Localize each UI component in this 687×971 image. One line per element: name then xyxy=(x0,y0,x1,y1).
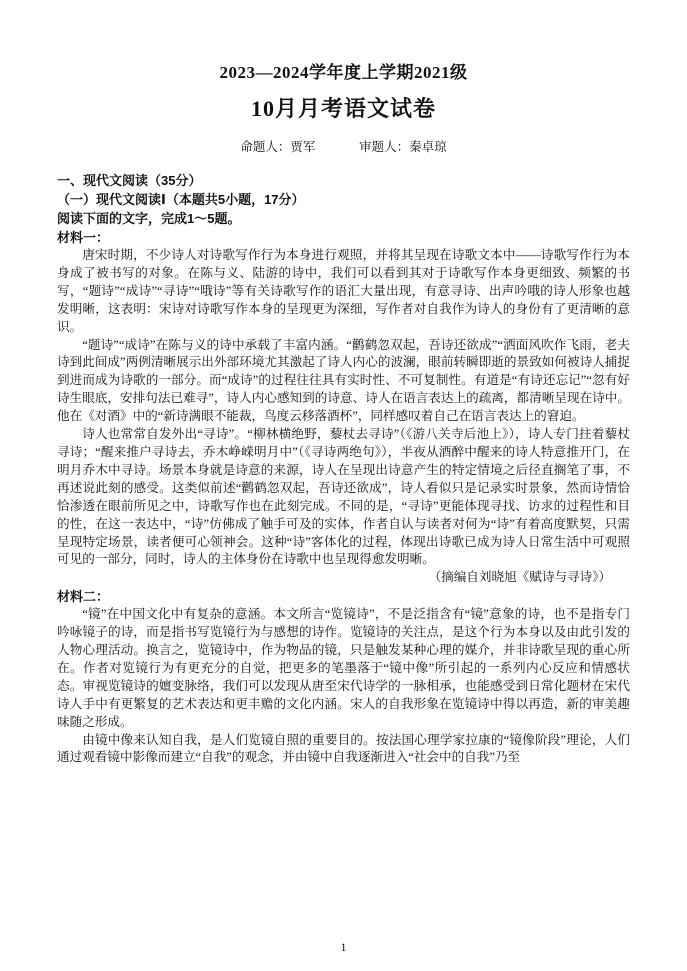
material1-label: 材料一： xyxy=(57,230,110,245)
exam-title-subject: 10月月考语文试卷 xyxy=(250,96,436,121)
material2-paragraph-1: “镜”在中国文化中有复杂的意涵。本文所言“览镜诗”，不是泛指含有“镜”意象的诗，也不是指专门吟咏镜子的诗，而是指书写览镜行为与感想的诗作。览镜诗的关注点，是这个行为本身以及由此引发的人物心理活动。换言之，览镜诗中，作为物品的镜，只是触发某种心理的媒介，并非诗歌呈现的重心所在。作者对览镜行为有更充分的自觉，把更多的笔墨落于“镜中像”所引起的一系列内心反应和情感状态。审视览镜诗的嬗变脉络，我们可以发现从唐至宋代诗学的一脉相承，也能感受到日常化题材在宋代诗人手中有更繁复的艺术表达和更丰赡的文化内涵。宋人的自我形象在览镜诗中得以再造，新的审美趣味随之形成。 xyxy=(57,607,630,729)
material1-paragraph-3: 诗人也常常自发外出“寻诗”。“柳林横绝野，藜杖去寻诗”（《游八关寺后池上》），诗人专门拄着藜杖寻诗；“醒来推户寻诗去，乔木峥嵘明月中”（《寻诗两绝句》），半夜从酒醉中醒来的诗人特意推开门，在明月乔木中寻诗。场景本身就是诗意的来源，诗人在呈现出诗意产生的特定情境之后径直搁笔了事，不再述说此刻的感受。这类似前述“鹳鹤忽双起，吾诗还欲成”，诗人看似只是记录实时景象，然而诗情恰恰渗透在眼前所见之中，诗歌写作也在此刻完成。不同的是，“寻诗”更能体现寻找、访求的过程性和目的性，在这一表达中，“诗”仿佛成了触手可及的实体，作者自认与读者对何为“诗”有着高度默契，只需呈现特定场景，读者便可心领神会。这种“诗”客体化的过程，体现出诗歌已成为诗人日常生活中可观照可见的一部分，同时，诗人的主体身份在诗歌中也呈现得愈发明晰。 xyxy=(57,427,630,567)
material1-paragraph-2: “题诗”“成诗”在陈与义的诗中承载了丰富内涵。“鹳鹤忽双起，吾诗还欲成”“洒面风吹作飞雨，老夫诗到此间成”两例清晰展示出外部环境尤其激起了诗人内心的波澜，眼前转瞬即逝的景致如何被诗人捕捉到进而成为诗歌的一部分。而“成诗”的过程往往具有实时性、不可复制性。有道是“有诗还忘记”“忽有好诗生眼底，安排句法已难寻”，诗人内心感知到的诗意、诗人在语言表达上的疏离，都清晰呈现在诗中。他在《对酒》中的“新诗满眼不能裁，鸟度云移落酒杯”，同样感叹着自己在语言表达上的窘迫。 xyxy=(57,337,630,424)
exam-setter: 命题人：贾军 xyxy=(240,140,316,154)
exam-authors-line xyxy=(57,137,630,155)
material1-attribution: （摘编自刘晓旭《赋诗与寻诗》） xyxy=(428,570,612,585)
reading-instruction: 阅读下面的文字，完成1～5题。 xyxy=(57,211,241,226)
exam-title-academic-year: 2023—2024学年度上学期2021级 xyxy=(219,63,468,82)
material2-label: 材料二： xyxy=(57,589,110,605)
section-heading-modern-reading: 一、现代文阅读（35分） xyxy=(57,173,202,188)
exam-reviewer: 审题人：秦卓琼 xyxy=(359,140,447,154)
material2-paragraph-2: 由镜中像来认知自我，是人们览镜自照的重要目的。按法国心理学家拉康的“镜像阶段”理论，人们通过观看镜中影像而建立“自我”的观念，并由镜中自我逐渐进入“社会中的自我”乃至 xyxy=(57,732,630,765)
page-number: 1 xyxy=(340,940,347,954)
exam-header xyxy=(57,58,630,155)
exam-body xyxy=(57,171,630,767)
material1-paragraph-1: 唐宋时期，不少诗人对诗歌写作行为本身进行观照，并将其呈现在诗歌文本中——诗歌写作行为本身成了被书写的对象。在陈与义、陆游的诗中，我们可以看到其对于诗歌写作本身更细致、频繁的书写，“题诗”“成诗”“寻诗”“哦诗”等有关诗歌写作的语汇大量出现，有意寻诗、出声吟哦的诗人形象也越发明晰，这表明：宋诗对诗歌写作本身的呈现更为深细，写作者对自我作为诗人的身份有了更清晰的意识。 xyxy=(57,248,630,334)
section-subheading-reading-one: （一）现代文阅读Ⅰ（本题共5小题，17分） xyxy=(57,192,305,207)
